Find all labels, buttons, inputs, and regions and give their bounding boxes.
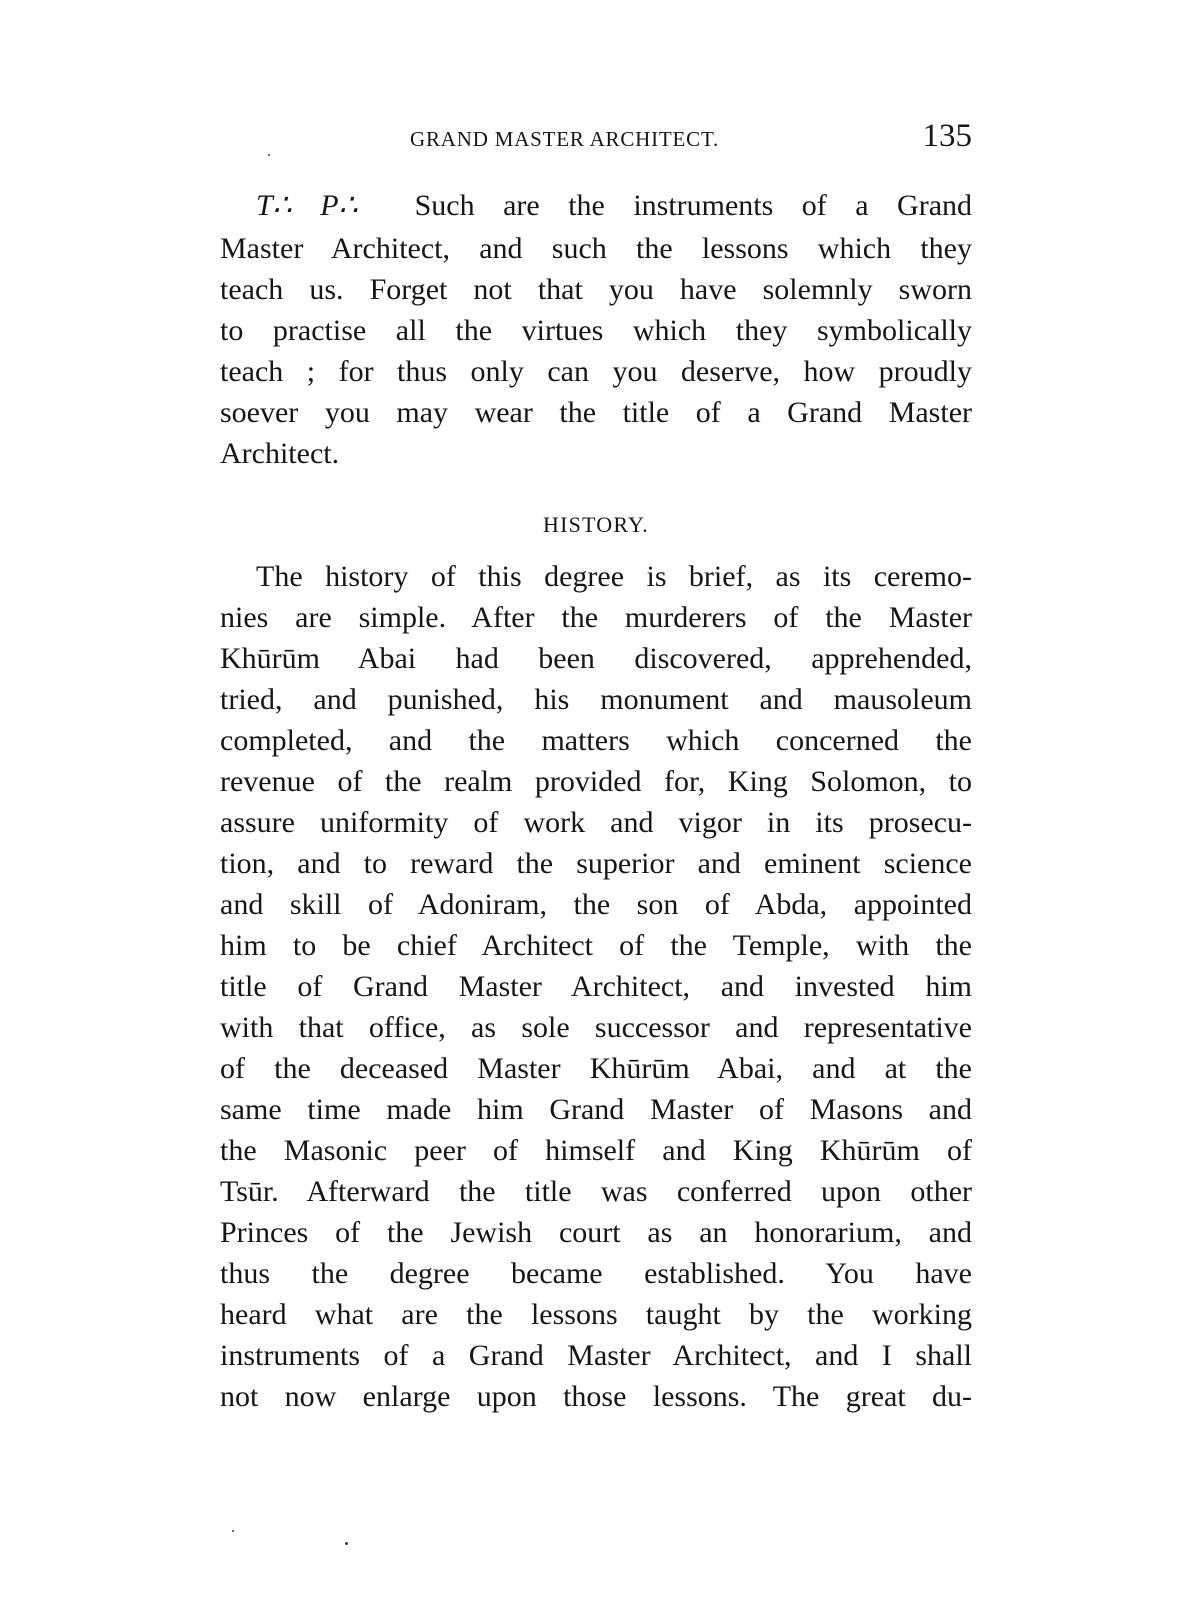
speech-line: to practise all the virtues which they symbolically (220, 314, 972, 347)
speech-line: Architect. (220, 437, 340, 470)
history-line: assure uniformity of work and vigor in its prosecu- (220, 806, 972, 839)
history-line: heard what are the lessons taught by the working (220, 1298, 972, 1331)
running-title: GRAND MASTER ARCHITECT. (410, 127, 720, 151)
page-number: 135 (922, 118, 972, 154)
speech-line: teach ; for thus only can you deserve, how proudly (220, 355, 972, 388)
history-line: title of Grand Master Architect, and invested him (220, 970, 972, 1003)
speaker-label: T∴ P∴ (256, 189, 358, 222)
history-line: him to be chief Architect of the Temple, with the (220, 929, 972, 962)
history-line: instruments of a Grand Master Architect, and I shall (220, 1339, 972, 1372)
history-line: the Masonic peer of himself and King Khūrūm of (220, 1134, 972, 1167)
speech-line: Master Architect, and such the lessons which they (220, 232, 972, 265)
history-line: Tsūr. Afterward the title was conferred upon other (220, 1175, 972, 1208)
history-line: with that office, as sole successor and representative (220, 1011, 972, 1044)
history-line: and skill of Adoniram, the son of Abda, appointed (220, 888, 972, 921)
scan-speck (345, 1542, 348, 1545)
running-head (220, 118, 972, 158)
history-line: The history of this degree is brief, as its ceremo- (256, 560, 972, 593)
speech-line-1 (256, 186, 972, 226)
history-line: not now enlarge upon those lessons. The great du- (220, 1380, 972, 1413)
scan-speck (232, 1530, 234, 1532)
history-line: tried, and punished, his monument and mausoleum (220, 683, 972, 716)
speech-line: teach us. Forget not that you have solemnly sworn (220, 273, 972, 306)
history-line: thus the degree became established. You have (220, 1257, 972, 1290)
speech-line: soever you may wear the title of a Grand Master (220, 396, 972, 429)
history-line: Princes of the Jewish court as an honorarium, and (220, 1216, 972, 1249)
history-line: of the deceased Master Khūrūm Abai, and at the (220, 1052, 972, 1085)
history-line: nies are simple. After the murderers of the Master (220, 601, 972, 634)
history-line: same time made him Grand Master of Masons and (220, 1093, 972, 1126)
history-line: tion, and to reward the superior and eminent science (220, 847, 972, 880)
history-line: revenue of the realm provided for, King Solomon, to (220, 765, 972, 798)
history-line: completed, and the matters which concerned the (220, 724, 972, 757)
speech-line-text: Such are the instruments of a Grand (414, 189, 972, 222)
history-line: Khūrūm Abai had been discovered, apprehended, (220, 642, 972, 675)
scan-speck (268, 154, 270, 156)
section-heading: HISTORY. (543, 512, 649, 537)
